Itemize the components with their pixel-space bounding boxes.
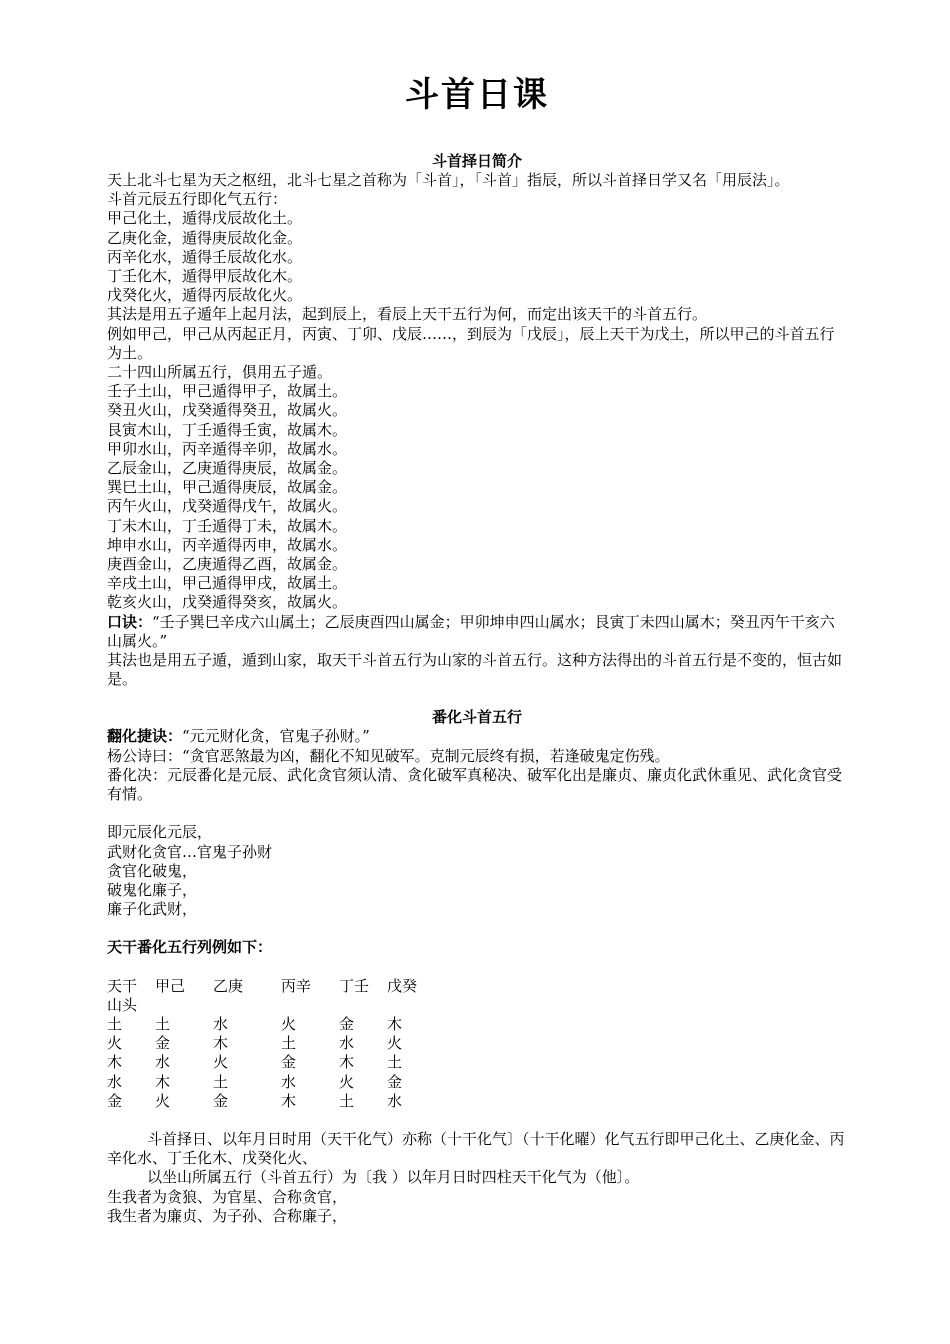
table-cell: 金 <box>107 1091 123 1110</box>
koujue-label: 口诀： <box>107 612 153 631</box>
table-cell: 山头 <box>107 995 138 1014</box>
fanhua-paragraph <box>107 727 847 746</box>
table-cell <box>155 996 213 1015</box>
text-line: 丁壬化木，遁得甲辰故化木。 <box>107 267 303 286</box>
table-cell: 火 <box>339 1072 355 1091</box>
table-cell: 水 <box>387 1091 403 1110</box>
table-row <box>107 1092 427 1111</box>
table-cell: 丁壬 <box>339 976 370 995</box>
list-item: 武财化贪官…官鬼子孙财 <box>107 842 273 861</box>
table-cell: 火 <box>155 1091 171 1110</box>
list-item: 贪官化破鬼， <box>107 861 198 880</box>
fanhua-paragraphs <box>107 747 847 805</box>
table-cell: 木 <box>281 1091 297 1110</box>
fanhua-label: 翻化捷诀： <box>107 727 183 746</box>
table-header-row <box>107 977 427 996</box>
table-cell: 土 <box>339 1091 355 1110</box>
tail-paragraphs <box>107 1130 847 1226</box>
spacer <box>107 919 847 938</box>
table-cell: 木 <box>155 1072 171 1091</box>
intro-paragraphs <box>107 171 847 613</box>
table-cell <box>281 996 339 1015</box>
list-item: 即元辰化元辰， <box>107 823 213 842</box>
table-cell: 火 <box>281 1014 297 1033</box>
table-row <box>107 1073 427 1092</box>
table-cell: 火 <box>107 1034 123 1053</box>
text-line: 斗首择日、以年月日时用（天干化气）亦称（十干化气〕（十干化曜）化气五行即甲己化土、乙庚化金、丙辛化水、丁壬化木、戊癸化火、 <box>107 1129 845 1168</box>
text-line: 辛戌土山，甲己遁得甲戌，故属土。 <box>107 574 348 593</box>
table-cell: 金 <box>387 1072 403 1091</box>
table-cell: 木 <box>213 1034 229 1053</box>
text-line: 癸丑火山，戊癸遁得癸丑，故属火。 <box>107 401 348 420</box>
table-cell: 土 <box>387 1053 403 1072</box>
table-cell: 天干 <box>107 976 138 995</box>
table-cell: 甲己 <box>155 976 186 995</box>
document-page <box>107 70 847 1226</box>
text-line: 我生者为廉贞、为子孙、合称廉子， <box>107 1206 348 1225</box>
table-cell: 土 <box>107 1014 123 1033</box>
koujue-text: “壬子巽巳辛戌六山属土；乙辰庚酉四山属金；甲卯坤申四山属水；艮寅丁未四山属木；癸丑丙午干亥六山属火。” <box>107 612 835 650</box>
table-cell: 火 <box>387 1034 403 1053</box>
text-line: 巽巳土山，甲己遁得庚辰，故属金。 <box>107 478 348 497</box>
table-cell: 金 <box>281 1053 297 1072</box>
table-row <box>107 1053 427 1072</box>
table-cell: 木 <box>387 1014 403 1033</box>
table-heading: 天干番化五行列例如下： <box>107 938 273 957</box>
table-cell: 乙庚 <box>213 976 244 995</box>
page-title: 斗首日课 <box>405 75 549 115</box>
text-line: 丙午火山，戊癸遁得戊午，故属火。 <box>107 497 348 516</box>
table-cell: 金 <box>213 1091 229 1110</box>
text-line: 乾亥火山，戊癸遁得癸亥，故属火。 <box>107 593 348 612</box>
table-cell: 金 <box>339 1014 355 1033</box>
table-cell: 火 <box>213 1053 229 1072</box>
text-line: 庚酉金山，乙庚遁得乙酉，故属金。 <box>107 555 348 574</box>
list-item: 廉子化武财， <box>107 900 198 919</box>
table-cell: 丙辛 <box>281 976 312 995</box>
table-cell: 水 <box>281 1072 297 1091</box>
list-item: 破鬼化廉子， <box>107 880 198 899</box>
spacer <box>107 804 847 823</box>
wuxing-table <box>107 977 427 1111</box>
text-line: 丁未木山，丁壬遁得丁未，故属木。 <box>107 516 348 535</box>
fanhua-text: “元元财化贪，官鬼子孙财。” <box>182 727 370 746</box>
table-cell: 水 <box>339 1034 355 1053</box>
table-cell: 水 <box>107 1072 123 1091</box>
spacer <box>107 689 847 708</box>
text-line: 艮寅木山，丁壬遁得壬寅，故属木。 <box>107 420 348 439</box>
text-line: 杨公诗曰：“贪官恶煞最为凶，翻化不知见破军。克制元辰终有损，若逢破鬼定伤残。 <box>107 746 670 765</box>
table-cell: 水 <box>155 1053 171 1072</box>
text-line: 斗首元辰五行即化气五行： <box>107 190 288 209</box>
table-cell: 土 <box>155 1014 171 1033</box>
fanhua-list <box>107 823 847 919</box>
table-cell: 木 <box>107 1053 123 1072</box>
table-cell: 土 <box>281 1034 297 1053</box>
text-line: 乙辰金山，乙庚遁得庚辰，故属金。 <box>107 459 348 478</box>
text-line: 番化决：元辰番化是元辰、武化贪官须认清、贪化破军真秘决、破军化出是廉贞、廉贞化武休重见、武化贪官受有情。 <box>107 765 843 804</box>
table-cell: 土 <box>213 1072 229 1091</box>
text-line: 天上北斗七星为天之枢纽，北斗七星之首称为「斗首」，「斗首」指辰，所以斗首择日学又名「用辰法」。 <box>107 171 790 189</box>
text-line: 其法是用五子遁年上起月法，起到辰上，看辰上天干五行为何，而定出该天干的斗首五行。 <box>107 305 708 324</box>
section-heading-fanhua: 番化斗首五行 <box>431 708 522 727</box>
text-line: 坤申水山，丙辛遁得丙申，故属水。 <box>107 535 348 554</box>
text-line: 甲卯水山，丙辛遁得辛卯，故属水。 <box>107 439 348 458</box>
text-line: 乙庚化金，遁得庚辰故化金。 <box>107 228 303 247</box>
table-row <box>107 1034 427 1053</box>
section-heading-intro: 斗首择日简介 <box>431 152 522 170</box>
table-cell: 水 <box>213 1014 229 1033</box>
text-line: 戊癸化火，遁得丙辰故化火。 <box>107 286 303 305</box>
text-line: 壬子土山，甲己遁得甲子，故属土。 <box>107 382 348 401</box>
spacer <box>107 1111 847 1130</box>
text-line: 以坐山所属五行（斗首五行）为〔我 ）以年月日时四柱天干化气为（他〕。 <box>147 1168 640 1187</box>
table-row <box>107 1015 427 1034</box>
table-subheader-row <box>107 996 427 1015</box>
table-cell: 戊癸 <box>387 976 418 995</box>
table-cell <box>213 996 281 1015</box>
spacer <box>107 958 847 977</box>
intro-closing: 其法也是用五子遁，遁到山家，取天干斗首五行为山家的斗首五行。这种方法得出的斗首五行是不变的，恒古如是。 <box>107 651 843 689</box>
text-line: 例如甲己，甲己从丙起正月，丙寅、丁卯、戊辰……，到辰为「戊辰」，辰上天干为戊土，所以甲己的斗首五行为土。 <box>107 324 835 362</box>
text-line: 甲己化土，遁得戊辰故化土。 <box>107 209 303 228</box>
table-cell: 金 <box>155 1034 171 1053</box>
text-line: 丙辛化水，遁得壬辰故化水。 <box>107 247 303 266</box>
table-cell <box>339 996 387 1015</box>
table-cell: 木 <box>339 1053 355 1072</box>
table-cell <box>387 996 427 1015</box>
text-line: 二十四山所属五行，俱用五子遁。 <box>107 363 333 382</box>
text-line: 生我者为贪狼、为官星、合称贪官， <box>107 1187 348 1206</box>
koujue-paragraph <box>107 613 847 651</box>
